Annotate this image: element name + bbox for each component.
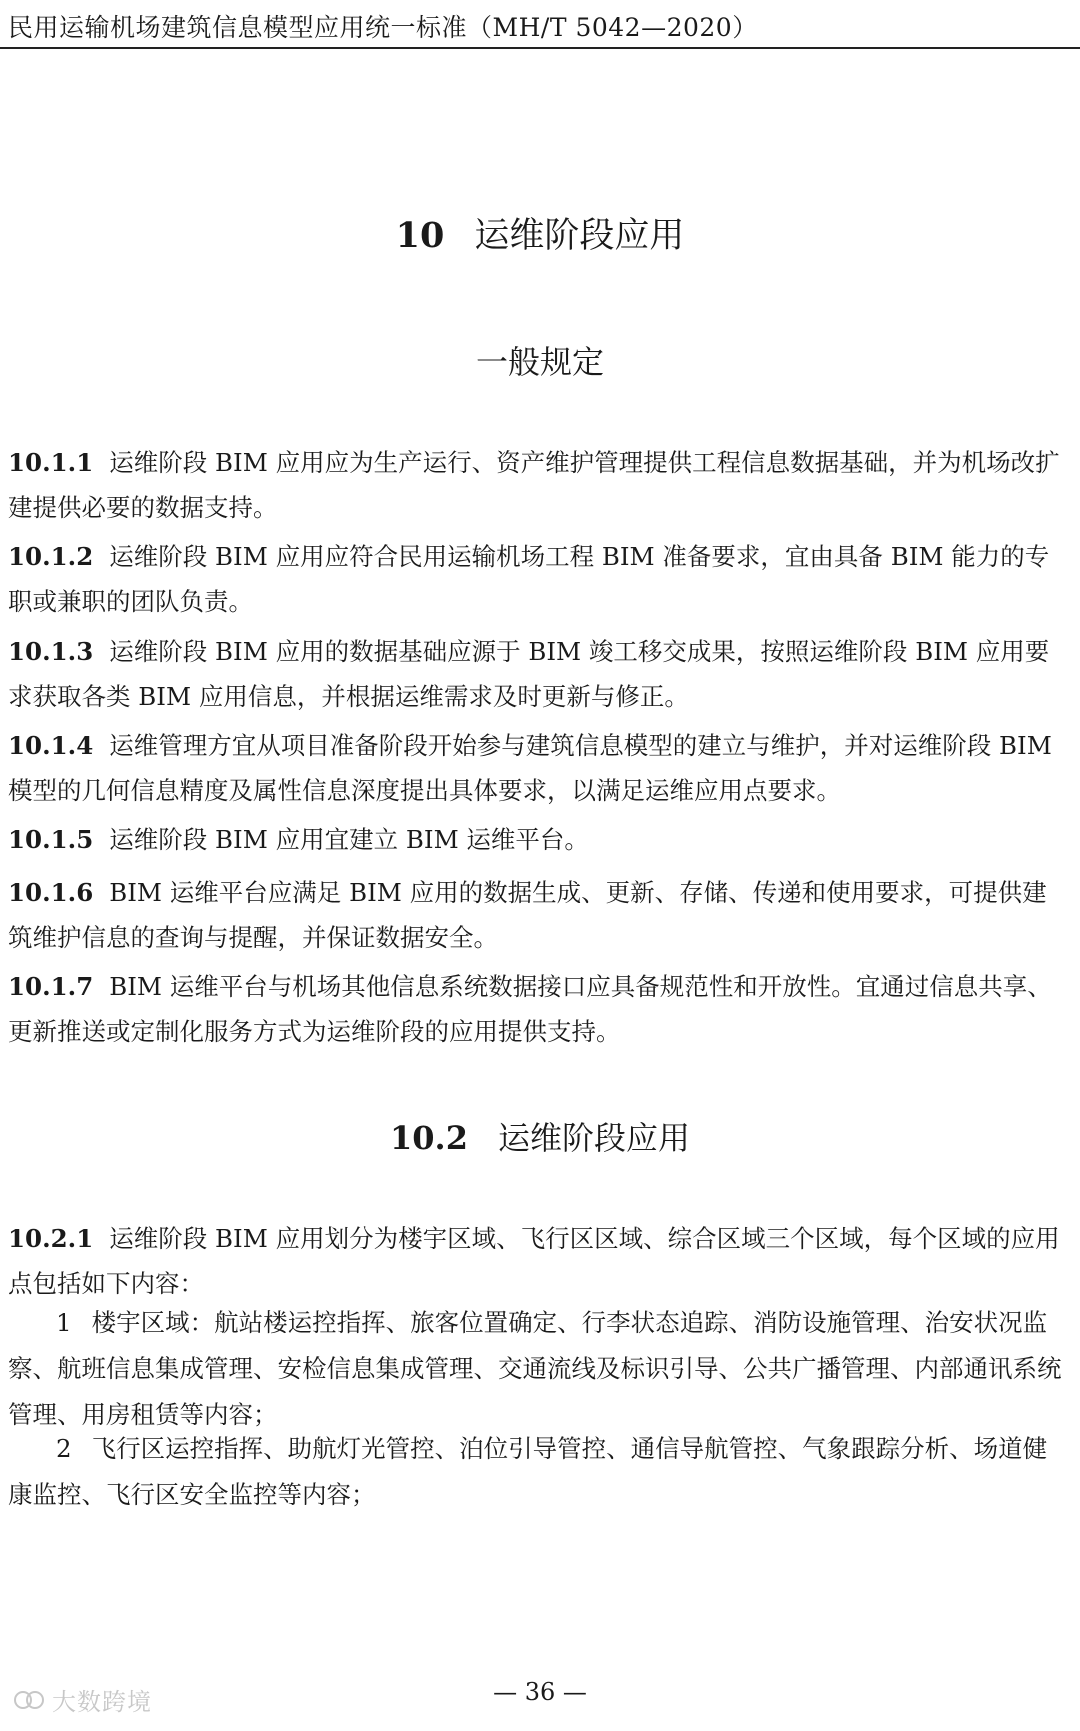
list-item [8,1426,1070,1518]
item-number: 1 [56,1308,72,1337]
clause-number: 10.1.7 [8,972,94,1001]
page-number: — 36 — [493,1678,587,1706]
item-text: 楼宇区域：航站楼运控指挥、旅客位置确定、行李状态追踪、消防设施管理、治安状况监察、航班信息集成管理、安检信息集成管理、交通流线及标识引导、公共广播管理、内部通讯系统管理、用房租赁等内容； [8,1308,1062,1429]
section-title-text: 一般规定 [475,343,604,381]
clause-number: 10.1.4 [8,731,94,760]
running-head: 民用运输机场建筑信息模型应用统一标准（MH/T 5042—2020） [8,13,758,42]
clause-10-1-2 [8,534,1070,624]
clause-10-1-4 [8,723,1070,813]
item-number: 2 [56,1434,72,1463]
clause-10-1-5 [8,817,1070,862]
section-title-10-2 [0,1113,1080,1159]
clause-text: 运维阶段 BIM 应用宜建立 BIM 运维平台。 [109,825,589,854]
clause-10-1-6 [8,870,1070,960]
clause-number: 10.1.3 [8,637,94,666]
chapter-title-text: 运维阶段应用 [474,216,685,256]
chapter-title [0,208,1080,258]
watermark-text: 大数跨境 [52,1688,152,1716]
clause-text: 运维管理方宜从项目准备阶段开始参与建筑信息模型的建立与维护，并对运维阶段 BIM 模型的几何信息精度及属性信息深度提出具体要求，以满足运维应用点要求。 [8,731,1052,805]
clause-number: 10.1.6 [8,878,94,907]
clause-10-1-1 [8,440,1070,530]
header-rule [0,47,1080,49]
section-title-10-1 [0,337,1080,383]
section-number: 10.2 [390,1119,468,1157]
clause-10-1-3 [8,629,1070,719]
clause-text: BIM 运维平台应满足 BIM 应用的数据生成、更新、存储、传递和使用要求，可提供建筑维护信息的查询与提醒，并保证数据安全。 [8,878,1047,952]
clause-10-1-7 [8,964,1070,1054]
item-text: 飞行区运控指挥、助航灯光管控、泊位引导管控、通信导航管控、气象跟踪分析、场道健康监控、飞行区安全监控等内容； [8,1434,1048,1509]
clause-text: 运维阶段 BIM 应用应为生产运行、资产维护管理提供工程信息数据基础，并为机场改扩建提供必要的数据支持。 [8,448,1060,522]
list-item [8,1300,1070,1438]
clause-text: 运维阶段 BIM 应用应符合民用运输机场工程 BIM 准备要求，宜由具备 BIM 能力的专职或兼职的团队负责。 [8,542,1050,616]
section-title-text: 运维阶段应用 [497,1119,690,1157]
clause-number: 10.2.1 [8,1224,94,1253]
clause-text: BIM 运维平台与机场其他信息系统数据接口应具备规范性和开放性。宜通过信息共享、更新推送或定制化服务方式为运维阶段的应用提供支持。 [8,972,1052,1046]
clause-text: 运维阶段 BIM 应用划分为楼宇区域、飞行区区域、综合区域三个区域，每个区域的应用点包括如下内容： [8,1224,1060,1298]
clause-number: 10.1.1 [8,448,94,477]
clause-text: 运维阶段 BIM 应用的数据基础应源于 BIM 竣工移交成果，按照运维阶段 BIM 应用要求获取各类 BIM 应用信息，并根据运维需求及时更新与修正。 [8,637,1050,711]
clause-number: 10.1.2 [8,542,94,571]
chapter-number: 10 [395,215,445,256]
clause-10-2-1 [8,1216,1070,1306]
clause-number: 10.1.5 [8,825,94,854]
